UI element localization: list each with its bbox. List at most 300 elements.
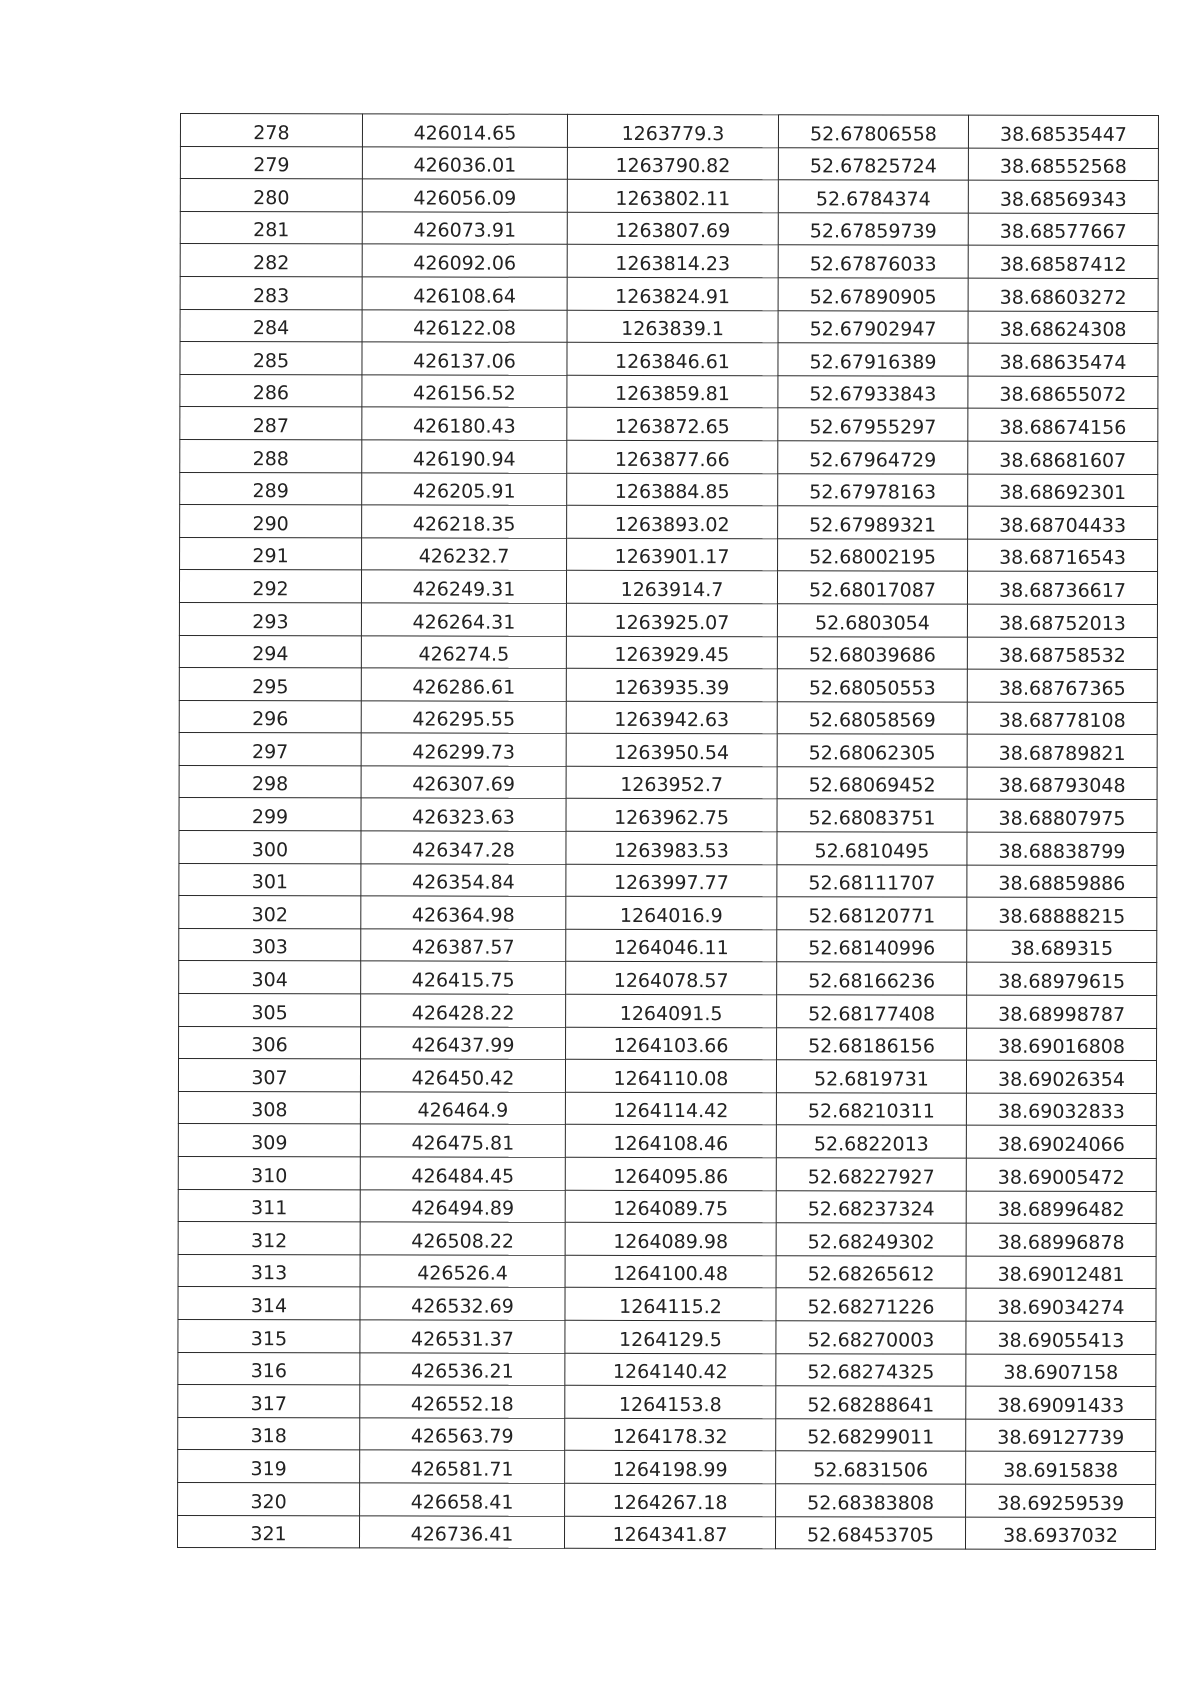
cell-value: 1263807.69 <box>615 220 731 243</box>
longitude-cell <box>778 376 968 409</box>
northing-cell <box>566 571 777 604</box>
cell-value: 1263893.02 <box>614 513 730 536</box>
easting-cell <box>361 570 566 603</box>
northing-cell <box>567 277 778 310</box>
latitude-cell <box>968 441 1158 474</box>
latitude-cell <box>965 1517 1155 1550</box>
cell-value: 52.6784374 <box>815 188 931 211</box>
table-row <box>178 1059 1156 1094</box>
point-number-cell <box>179 863 361 896</box>
cell-value: 38.68859886 <box>998 872 1126 896</box>
northing-cell <box>565 1353 776 1386</box>
cell-value: 311 <box>251 1197 288 1220</box>
cell-value: 52.68288641 <box>807 1394 935 1417</box>
latitude-cell <box>968 311 1158 344</box>
easting-cell <box>362 505 567 538</box>
northing-cell <box>565 1385 776 1418</box>
table-row <box>179 928 1157 963</box>
longitude-cell <box>777 636 967 669</box>
cell-value: 426581.71 <box>410 1458 514 1481</box>
cell-value: 281 <box>253 219 290 242</box>
northing-cell <box>566 734 777 767</box>
easting-cell <box>361 635 566 668</box>
cell-value: 426286.61 <box>412 676 516 699</box>
cell-value: 52.6831506 <box>813 1459 929 1482</box>
cell-value: 295 <box>252 675 289 698</box>
point-number-cell <box>180 537 362 570</box>
cell-value: 38.68552568 <box>999 155 1127 179</box>
point-number-cell <box>180 114 362 147</box>
table-row <box>177 1515 1155 1550</box>
easting-cell <box>361 896 566 929</box>
point-number-cell <box>180 146 362 179</box>
cell-value: 426536.21 <box>410 1360 514 1383</box>
table-row <box>180 374 1158 409</box>
cell-value: 426658.41 <box>410 1491 514 1514</box>
easting-cell <box>361 1027 566 1060</box>
cell-value: 426108.64 <box>413 285 517 308</box>
table-row <box>180 244 1158 279</box>
cell-value: 38.69091433 <box>997 1394 1125 1417</box>
cell-value: 38.68767365 <box>998 677 1126 700</box>
cell-value: 303 <box>251 936 288 959</box>
cell-value: 314 <box>250 1295 288 1318</box>
cell-value: 426531.37 <box>411 1328 514 1351</box>
cell-value: 1263872.65 <box>614 415 730 439</box>
point-number-cell <box>178 1254 360 1287</box>
cell-value: 52.68177408 <box>808 1002 936 1026</box>
cell-value: 426475.81 <box>411 1132 515 1155</box>
cell-value: 308 <box>251 1099 288 1122</box>
latitude-cell <box>966 1386 1156 1419</box>
latitude-cell <box>966 1321 1156 1354</box>
easting-cell <box>362 440 567 473</box>
cell-value: 38.68635474 <box>999 351 1127 374</box>
cell-value: 38.68979615 <box>998 970 1126 994</box>
cell-value: 300 <box>251 838 289 861</box>
northing-cell <box>565 1157 776 1190</box>
cell-value: 426156.52 <box>413 382 516 406</box>
northing-cell <box>564 1516 775 1549</box>
latitude-cell <box>966 1093 1156 1126</box>
cell-value: 1264114.42 <box>613 1100 729 1123</box>
cell-value: 280 <box>253 186 290 210</box>
point-number-cell <box>180 439 362 472</box>
easting-cell <box>361 929 566 962</box>
easting-cell <box>360 1418 565 1451</box>
easting-cell <box>362 114 567 147</box>
cell-value: 302 <box>251 903 288 927</box>
longitude-cell <box>778 180 968 213</box>
point-number-cell <box>180 211 362 244</box>
table-row <box>178 1287 1156 1322</box>
cell-value: 284 <box>252 317 290 340</box>
easting-cell <box>360 1222 565 1255</box>
latitude-cell <box>968 506 1158 539</box>
cell-value: 38.68752013 <box>998 612 1126 635</box>
cell-value: 317 <box>250 1392 287 1415</box>
cell-value: 38.6937032 <box>1003 1524 1118 1548</box>
cell-value: 52.67955297 <box>809 416 937 439</box>
cell-value: 426437.99 <box>411 1034 515 1057</box>
northing-cell <box>566 799 777 832</box>
northing-cell <box>567 114 778 147</box>
northing-cell <box>567 375 778 408</box>
longitude-cell <box>778 343 968 376</box>
cell-value: 52.68453705 <box>807 1524 935 1547</box>
latitude-cell <box>968 376 1158 409</box>
table-row <box>179 994 1157 1029</box>
latitude-cell <box>967 832 1157 865</box>
cell-value: 38.68704433 <box>999 514 1127 537</box>
northing-cell <box>567 473 778 506</box>
cell-value: 38.68778108 <box>998 709 1126 733</box>
cell-value: 38.68577667 <box>999 221 1127 244</box>
northing-cell <box>565 1255 776 1288</box>
point-number-cell <box>178 1482 360 1515</box>
latitude-cell <box>967 930 1157 963</box>
northing-cell <box>567 342 778 375</box>
table-row <box>179 798 1157 833</box>
table-row <box>178 1091 1156 1126</box>
northing-cell <box>565 1320 776 1353</box>
cell-value: 1263839.1 <box>621 318 724 341</box>
table-row <box>180 342 1158 377</box>
cell-value: 52.68039686 <box>808 644 936 667</box>
cell-value: 38.68888215 <box>998 905 1126 928</box>
easting-cell <box>360 1385 565 1418</box>
cell-value: 283 <box>252 284 290 307</box>
point-number-cell <box>178 1156 360 1189</box>
easting-cell <box>360 1092 565 1125</box>
cell-value: 426190.94 <box>412 448 516 471</box>
cell-value: 38.68692301 <box>999 481 1127 505</box>
latitude-cell <box>967 995 1157 1028</box>
cell-value: 38.689315 <box>1010 938 1114 961</box>
cell-value: 38.68996878 <box>997 1231 1125 1254</box>
longitude-cell <box>776 1256 966 1289</box>
cell-value: 1263877.66 <box>614 448 730 471</box>
cell-value: 52.68265612 <box>807 1263 935 1286</box>
cell-value: 426264.31 <box>412 610 516 634</box>
cell-value: 285 <box>252 349 290 372</box>
cell-value: 426552.18 <box>410 1393 514 1416</box>
northing-cell <box>566 864 777 897</box>
cell-value: 52.68050553 <box>808 677 936 700</box>
cell-value: 52.67890905 <box>809 285 937 309</box>
point-number-cell <box>179 700 361 733</box>
cell-value: 426526.4 <box>417 1262 508 1286</box>
northing-cell <box>566 1027 777 1060</box>
table-row <box>180 179 1158 214</box>
cell-value: 52.68002195 <box>809 546 937 569</box>
table-body <box>177 114 1158 1550</box>
cell-value: 52.68249302 <box>807 1231 935 1254</box>
cell-value: 1263929.45 <box>614 644 730 667</box>
table-row <box>179 1026 1157 1061</box>
cell-value: 1264100.48 <box>613 1263 729 1286</box>
cell-value: 1264267.18 <box>612 1491 728 1514</box>
cell-value: 1264341.87 <box>612 1524 728 1547</box>
cell-value: 38.68789821 <box>998 742 1126 765</box>
cell-value: 296 <box>252 708 289 731</box>
northing-cell <box>567 245 778 278</box>
northing-cell <box>565 1125 776 1158</box>
table-row <box>178 1124 1156 1159</box>
cell-value: 38.68681607 <box>999 449 1127 472</box>
longitude-cell <box>776 1158 966 1191</box>
point-number-cell <box>180 276 362 309</box>
latitude-cell <box>966 1354 1156 1387</box>
northing-cell <box>567 147 778 180</box>
easting-cell <box>360 1157 565 1190</box>
cell-value: 426354.84 <box>411 871 515 894</box>
cell-value: 1263997.77 <box>613 872 729 895</box>
cell-value: 52.67978163 <box>809 481 937 504</box>
table-row <box>179 896 1157 931</box>
latitude-cell <box>967 604 1157 637</box>
latitude-cell <box>968 180 1158 213</box>
cell-value: 426415.75 <box>411 969 515 992</box>
longitude-cell <box>776 1125 966 1158</box>
cell-value: 1264108.46 <box>613 1132 729 1156</box>
latitude-cell <box>967 1028 1157 1061</box>
point-number-cell <box>178 1287 360 1320</box>
cell-value: 52.68062305 <box>808 742 936 765</box>
cell-value: 426387.57 <box>411 936 515 960</box>
latitude-cell <box>966 1060 1156 1093</box>
point-number-cell <box>179 635 361 668</box>
longitude-cell <box>776 1190 966 1223</box>
cell-value: 318 <box>250 1425 287 1448</box>
table-row <box>179 570 1157 605</box>
longitude-cell <box>777 799 967 832</box>
cell-value: 52.68083751 <box>808 807 936 830</box>
cell-value: 38.69259539 <box>997 1492 1125 1515</box>
point-number-cell <box>179 994 361 1027</box>
latitude-cell <box>966 1484 1156 1517</box>
point-number-cell <box>180 244 362 277</box>
cell-value: 52.68383808 <box>807 1491 935 1515</box>
longitude-cell <box>778 408 968 441</box>
table-row <box>179 961 1157 996</box>
table-row <box>180 537 1158 572</box>
cell-value: 293 <box>252 610 289 633</box>
easting-cell <box>361 961 566 994</box>
point-number-cell <box>180 472 362 505</box>
latitude-cell <box>967 963 1157 996</box>
easting-cell <box>360 1255 565 1288</box>
northing-cell <box>567 179 778 212</box>
latitude-cell <box>968 213 1158 246</box>
cell-value: 1263935.39 <box>614 676 730 699</box>
longitude-cell <box>777 701 967 734</box>
longitude-cell <box>777 864 967 897</box>
cell-value: 426736.41 <box>410 1523 514 1546</box>
cell-value: 38.6907158 <box>1003 1361 1119 1385</box>
latitude-cell <box>966 1223 1156 1256</box>
cell-value: 52.68017087 <box>809 579 936 602</box>
cell-value: 288 <box>252 447 289 470</box>
cell-value: 52.68069452 <box>808 774 936 798</box>
cell-value: 426073.91 <box>413 219 517 243</box>
table-row <box>180 114 1158 149</box>
cell-value: 282 <box>253 252 290 275</box>
point-number-cell <box>177 1515 359 1548</box>
longitude-cell <box>778 213 968 246</box>
cell-value: 38.68624308 <box>999 318 1127 342</box>
northing-cell <box>566 636 777 669</box>
cell-value: 1263790.82 <box>615 155 731 178</box>
longitude-cell <box>778 506 968 539</box>
longitude-cell <box>777 571 967 604</box>
point-number-cell <box>180 179 362 212</box>
cell-value: 38.68587412 <box>999 253 1127 276</box>
cell-value: 426218.35 <box>412 513 516 536</box>
point-number-cell <box>178 1450 360 1483</box>
longitude-cell <box>778 115 968 148</box>
point-number-cell <box>180 505 362 538</box>
longitude-cell <box>776 1288 966 1321</box>
cell-value: 426274.5 <box>418 643 510 666</box>
table-row <box>178 1417 1156 1452</box>
easting-cell <box>362 472 567 505</box>
cell-value: 1263950.54 <box>614 741 730 765</box>
point-number-cell <box>178 1222 360 1255</box>
longitude-cell <box>776 1353 966 1386</box>
cell-value: 52.68271226 <box>807 1296 935 1319</box>
cell-value: 286 <box>252 382 290 405</box>
cell-value: 38.69012481 <box>997 1264 1125 1287</box>
table-row <box>179 602 1157 637</box>
cell-value: 1263901.17 <box>614 546 730 569</box>
cell-value: 426484.45 <box>411 1165 515 1188</box>
northing-cell <box>565 1451 776 1484</box>
cell-value: 52.6819731 <box>814 1068 929 1091</box>
longitude-cell <box>777 832 967 865</box>
longitude-cell <box>776 1321 966 1354</box>
cell-value: 1264178.32 <box>612 1426 728 1449</box>
cell-value: 52.68120771 <box>808 905 936 928</box>
easting-cell <box>362 309 567 342</box>
table-row <box>180 472 1158 507</box>
cell-value: 426299.73 <box>412 741 516 764</box>
easting-cell <box>361 766 566 799</box>
cell-value: 38.68998787 <box>998 1003 1126 1026</box>
cell-value: 38.68716543 <box>999 547 1127 570</box>
cell-value: 315 <box>250 1327 288 1350</box>
point-number-cell <box>179 570 361 603</box>
cell-value: 426036.01 <box>413 154 517 177</box>
cell-value: 313 <box>250 1262 288 1285</box>
latitude-cell <box>967 669 1157 702</box>
longitude-cell <box>778 278 968 311</box>
cell-value: 52.68299011 <box>807 1426 935 1449</box>
table-row <box>179 863 1157 898</box>
point-number-cell <box>178 1189 360 1222</box>
cell-value: 52.68237324 <box>807 1198 935 1221</box>
point-number-cell <box>180 342 362 375</box>
cell-value: 38.68758532 <box>998 644 1126 668</box>
latitude-cell <box>968 278 1158 311</box>
cell-value: 426249.31 <box>412 578 516 601</box>
northing-cell <box>565 1060 776 1093</box>
cell-value: 1264129.5 <box>619 1328 722 1351</box>
easting-cell <box>360 1483 565 1516</box>
cell-value: 52.68227927 <box>807 1165 935 1189</box>
cell-value: 1263952.7 <box>620 774 723 797</box>
cell-value: 38.68838799 <box>998 840 1126 863</box>
point-number-cell <box>179 733 361 766</box>
northing-cell <box>566 603 777 636</box>
northing-cell <box>566 897 777 930</box>
cell-value: 52.67916389 <box>809 351 937 374</box>
table-row <box>178 1482 1156 1517</box>
latitude-cell <box>967 571 1157 604</box>
northing-cell <box>567 408 778 441</box>
latitude-cell <box>968 474 1158 507</box>
cell-value: 319 <box>250 1458 287 1481</box>
cell-value: 426137.06 <box>413 350 516 373</box>
longitude-cell <box>777 1027 967 1060</box>
northing-cell <box>566 994 777 1027</box>
cell-value: 426364.98 <box>411 904 515 927</box>
table-row <box>180 146 1158 181</box>
table-row <box>179 700 1157 735</box>
northing-cell <box>567 440 778 473</box>
northing-cell <box>565 1483 776 1516</box>
cell-value: 52.68111707 <box>808 872 936 895</box>
latitude-cell <box>967 637 1157 670</box>
easting-cell <box>359 1515 564 1548</box>
cell-value: 38.69032833 <box>997 1101 1125 1124</box>
table-row <box>178 1450 1156 1485</box>
cell-value: 1263802.11 <box>615 187 731 210</box>
cell-value: 38.69055413 <box>997 1329 1125 1352</box>
longitude-cell <box>777 930 967 963</box>
cell-value: 1264103.66 <box>613 1035 729 1058</box>
table-row <box>180 505 1158 540</box>
point-number-cell <box>180 407 362 440</box>
point-number-cell <box>180 309 362 342</box>
cell-value: 278 <box>253 121 290 144</box>
northing-cell <box>565 1190 776 1223</box>
easting-cell <box>361 603 566 636</box>
table-row <box>180 439 1158 474</box>
northing-cell <box>567 505 778 538</box>
longitude-cell <box>776 1451 966 1484</box>
northing-cell <box>565 1222 776 1255</box>
cell-value: 38.68674156 <box>999 416 1127 439</box>
latitude-cell <box>967 734 1157 767</box>
cell-value: 426494.89 <box>411 1197 515 1220</box>
cell-value: 1264091.5 <box>619 1002 723 1025</box>
point-number-cell <box>178 1059 360 1092</box>
northing-cell <box>566 766 777 799</box>
longitude-cell <box>775 1516 965 1549</box>
cell-value: 294 <box>252 643 289 666</box>
cell-value: 426232.7 <box>418 545 510 569</box>
cell-value: 52.6803054 <box>814 611 930 635</box>
point-number-cell <box>179 928 361 961</box>
cell-value: 1264046.11 <box>613 937 729 960</box>
cell-value: 1264198.99 <box>612 1458 728 1482</box>
cell-value: 301 <box>251 871 289 894</box>
northing-cell <box>566 831 777 864</box>
cell-value: 1264140.42 <box>612 1361 728 1384</box>
point-number-cell <box>179 798 361 831</box>
table-row <box>178 1319 1156 1354</box>
